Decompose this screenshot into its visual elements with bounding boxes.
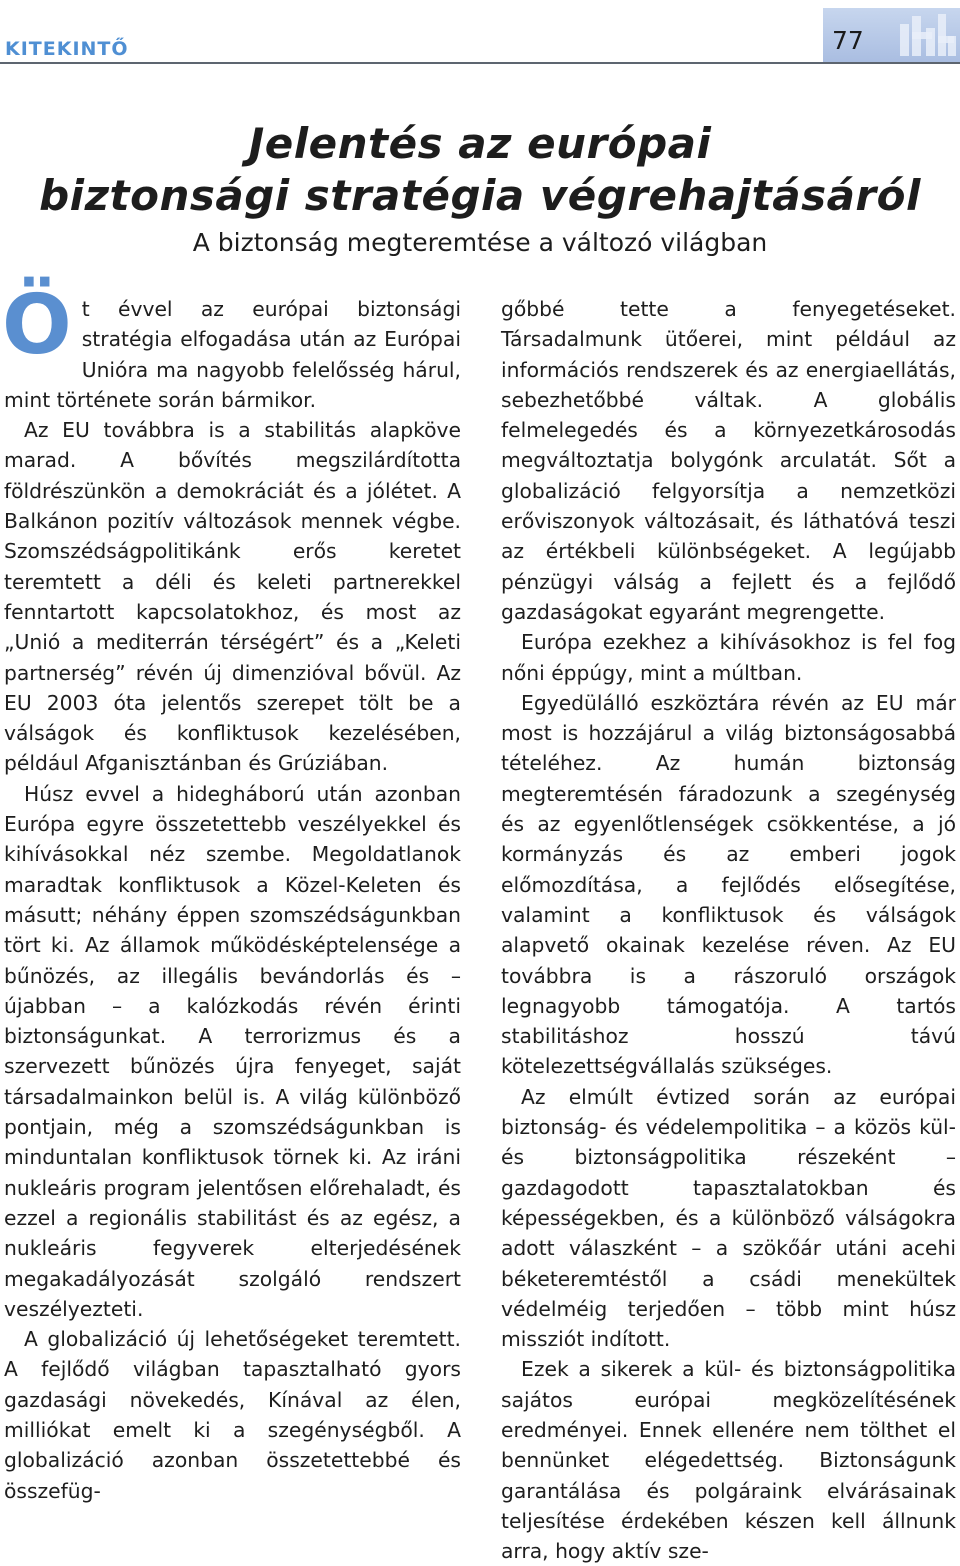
page-number: 77 [832,26,864,55]
paragraph: Húsz evvel a hidegháború után azonban Európa egyre összetettebb veszélyekkel és kihívásokkal néz szembe. Megoldatlanok maradtak konfliktusok a Közel-Keleten és másutt; néhány éppen szomszédságunkban tört ki. Az államok működésképtelensége a bűnözés, az illegális bevándorlás és – újabban – a kalózkodás révén érinti biztonságunkat. A terrorizmus és a szervezett bűnözés újra fenyeget, saját társadalmainkon belül is. A világ különböző pontjain, még a szomszédságunkban is minduntalan konfliktusok törnek ki. Az iráni nukleáris program jelentősen előrehaladt, és ezzel a regionális stabilitást és az egész, a nukleáris fegyverek elterjedésének megakadályozását szolgáló rendszert veszélyezteti. [4,781,461,1321]
article-subtitle: A biztonság megteremtése a változó világban [192,228,768,257]
page-header [0,0,960,68]
right-column [501,294,956,1566]
paragraph: Ezek a sikerek a kül- és biztonságpolitika sajátos európai megközelítésének eredményei. Ennek ellenére nem tölthet el bennünket elégedettség. Biztonságunk garantálása és polgáraink elvárásainak teljesítése érdekében készen kell állnunk arra, hogy aktív sze- [501,1357,956,1564]
title-line-2: biztonsági stratégia végrehajtásáról [39,171,921,220]
paragraph: Az elmúlt évtized során az európai biztonság- és védelempolitika – a közös kül- és biztonságpolitika részeként – gazdagodott tapasztalatokban és képességekben, és a különböző válságokra adott válaszként – a szökőár utáni acehi béketeremtéstől a csádi menekültek védelméig terjedően – több mint húsz missziót indított. [501,1084,956,1352]
paragraph: Egyedülálló eszköztára révén az EU már most is hozzájárul a világ biztonságosabbá tételéhez. Az humán biztonság megteremtésén fáradozunk a szegénység és az egyenlőtlenségek csökkentése, a jó kormányzás és az emberi jogok előmozdítása, a fejlődés elősegítése, valamint a konfliktusok és válságok alapvető okainak kezelése réven. Az EU továbbra is a rászoruló országok legnagyobb támogatója. A tartós stabilitáshoz hosszú távú kötelezettségvállalás szükséges. [501,690,956,1079]
drop-cap: Ö [2,278,72,373]
paragraph-text: t évvel az európai biztonsági stratégia elfogadása után az Európai Unióra ma nagyobb felelősség hárul, mint története során bármikor. [4,297,461,412]
magazine-logo-icon [898,10,958,60]
paragraph: A globalizáció új lehetőségeket teremtett. A fejlődő világban tapasztalható gyors gazdasági növekedés, Kínával az élen, milliókat emelt ki a szegénységből. A globalizáció azonban összetettebbé és összefüg- [4,1327,461,1503]
paragraph [2,278,461,415]
article-title [0,118,960,222]
paragraph: Európa ezekhez a kihívásokhoz is fel fog nőni éppúgy, mint a múltban. [501,630,956,685]
left-column [2,278,461,1506]
title-line-1: Jelentés az európai [248,119,712,168]
paragraph: Az EU továbbra is a stabilitás alapköve marad. A bővítés megszilárdította földrészünkön a demokráciát és a jólétet. A Balkánon pozitív változások mennek végbe. Szomszédságpolitikánk erős keretet teremtett a déli és keleti partnerekkel fenntartott kapcsolatokhoz, és most az „Unió a mediterrán térségért” és a „Keleti partnerség” révén új dimenzióval bővül. Az EU 2003 óta jelentős szerepet tölt be a válságok és konfliktusok kezelésében, például Afganisztánban és Grúziában. [4,418,461,776]
paragraph: gőbbé tette a fenyegetéseket. Társadalmunk ütőerei, mint például az információs rendszerek és az energiaellátás, sebezhetőbbé váltak. A globális felmelegedés és a környezetkárosodás megváltoztatja bolygónk arculatát. Sőt a globalizáció felgyorsítja a nemzetközi erőviszonyok változásait, és láthatóvá teszi az értékbeli különbségeket. A legújabb pénzügyi válság a fejlett és a fejlődő gazdaságokat egyaránt megrengette. [501,297,956,624]
header-rule [0,62,960,64]
section-label: KITEKINTŐ [5,38,129,60]
